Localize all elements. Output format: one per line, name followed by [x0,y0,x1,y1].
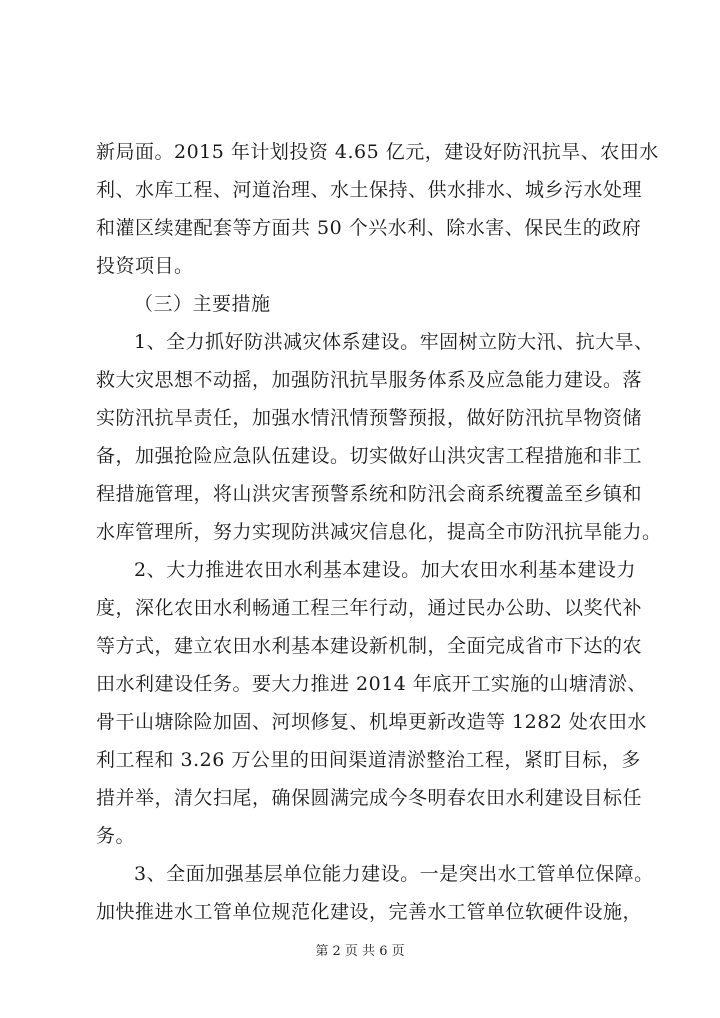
paragraph-line: 实防汛抗旱责任，加强水情汛情预警预报，做好防汛抗旱物资储 [96,407,643,429]
paragraph-line: 等方式，建立农田水利基本建设新机制，全面完成省市下达的农 [96,635,643,657]
paragraph-line: 度，深化农田水利畅通工程三年行动，通过民办公助、以奖代补 [96,597,643,619]
paragraph-line: 务。 [96,825,136,847]
paragraph-line: 措并举，清欠扫尾，确保圆满完成今冬明春农田水利建设目标任 [96,787,643,809]
paragraph-line: 2、大力推进农田水利基本建设。加大农田水利基本建设力 [134,559,636,581]
paragraph-line: 利工程和 3.26 万公里的田间渠道清淤整治工程，紧盯目标，多 [96,749,641,771]
paragraph-line: 投资项目。 [96,255,194,277]
paragraph-line: 和灌区续建配套等方面共 50 个兴水利、除水害、保民生的政府 [96,217,642,239]
paragraph-line: 田水利建设任务。要大力推进 2014 年底开工实施的山塘清淤、 [96,673,647,695]
paragraph-line: 新局面。2015 年计划投资 4.65 亿元，建设好防汛抗旱、农田水 [96,141,659,163]
paragraph-line: 利、水库工程、河道治理、水土保持、供水排水、城乡污水处理 [96,179,643,201]
page-footer: 第 2 页 共 6 页 [315,944,405,959]
paragraph-line: 备，加强抢险应急队伍建设。切实做好山洪灾害工程措施和非工 [96,445,643,467]
paragraph-line: 骨干山塘除险加固、河坝修复、机埠更新改造等 1282 处农田水 [96,711,647,733]
section-heading: （三）主要措施 [134,293,271,315]
paragraph-line: 水库管理所，努力实现防洪减灾信息化，提高全市防汛抗旱能力。 [96,521,662,543]
paragraph-line: 救大灾思想不动摇，加强防汛抗旱服务体系及应急能力建设。落 [96,369,643,391]
paragraph-line: 3、全面加强基层单位能力建设。一是突出水工管单位保障。 [134,863,654,885]
paragraph-line: 程措施管理，将山洪灾害预警系统和防汛会商系统覆盖至乡镇和 [96,483,643,505]
paragraph-line: 加快推进水工管单位规范化建设，完善水工管单位软硬件设施， [96,901,643,923]
paragraph-line: 1、全力抓好防洪减灾体系建设。牢固树立防大汛、抗大旱、 [134,331,654,353]
